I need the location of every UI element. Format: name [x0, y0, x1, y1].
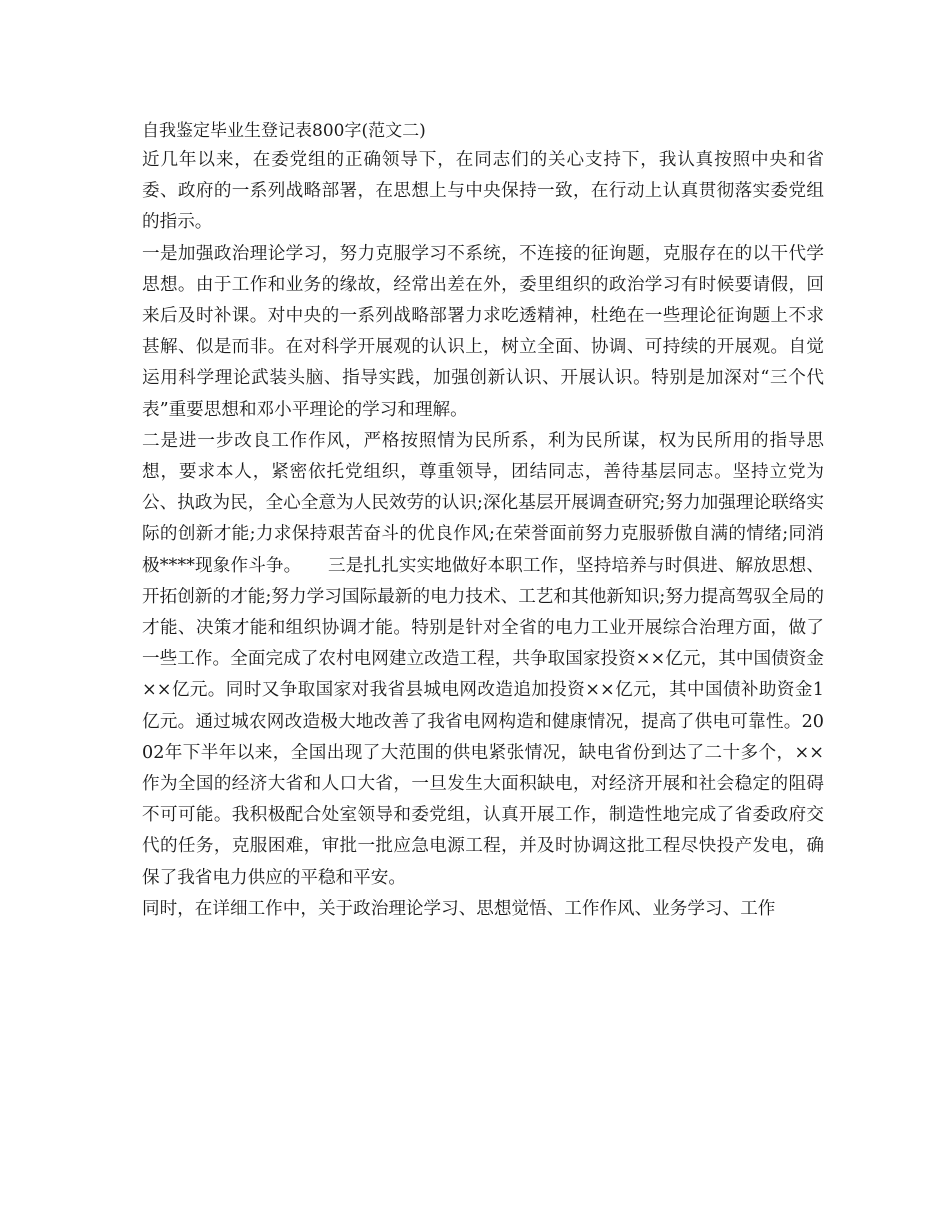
paragraph-political-study: 一是加强政治理论学习，努力克服学习不系统，不连接的征询题，克服存在的以干代学思想。由于工作和业务的缘故，经常出差在外，委里组织的政治学习有时候要请假，回来后及时补课。对中央的一系列战略部署力求吃透精神，杜绝在一些理论征询题上不求甚解、似是而非。在对科学开展观的认识上，树立全面、协调、可持续的开展观。自觉运用科学理论武装头脑、指导实践，加强创新认识、开展认识。特别是加深对“三个代表”重要思想和邓小平理论的学习和理解。 [142, 243, 824, 420]
document-title: 自我鉴定毕业生登记表800字(范文二) [142, 121, 426, 141]
paragraph-work-style: 二是进一步改良工作作风，严格按照情为民所系，利为民所谋，权为民所用的指导思想，要求本人，紧密依托党组织，尊重领导，团结同志，善待基层同志。坚持立党为公、执政为民，全心全意为人民效劳的认识;深化基层开展调查研究;努力加强理论联络实际的创新才能;力求保持艰苦奋斗的优良作风;在荣誉面前努力克服骄傲自满的情绪;同消极****现象作斗争。 三是扎扎实实地做好本职工作，坚持培养与时俱进、解放思想、开拓创新的才能;努力学习国际最新的电力技术、工艺和其他新知识;努力提高驾驭全局的才能、决策才能和组织协调才能。特别是针对全省的电力工业开展综合治理方面，做了一些工作。全面完成了农村电网建立改造工程，共争取国家投资××亿元，其中国债资金××亿元。同时又争取国家对我省县城电网改造追加投资××亿元，其中国债补助资金1亿元。通过城农网改造极大地改善了我省电网构造和健康情况，提高了供电可靠性。2002年下半年以来，全国出现了大范围的供电紧张情况，缺电省份到达了二十多个，××作为全国的经济大省和人口大省，一旦发生大面积缺电，对经济开展和社会稳定的阻碍不可可能。我积极配合处室领导和委党组，认真开展工作，制造性地完成了省委政府交代的任务，克服困难，审批一批应急电源工程，并及时协调这批工程尽快投产发电，确保了我省电力供应的平稳和平安。 [142, 430, 824, 888]
paragraph-intro: 近几年以来，在委党组的正确领导下，在同志们的关心支持下，我认真按照中央和省委、政府的一系列战略部署，在思想上与中央保持一致，在行动上认真贯彻落实委党组的指示。 [142, 150, 824, 233]
paragraph-closing: 同时，在详细工作中，关于政治理论学习、思想觉悟、工作作风、业务学习、工作 [142, 898, 776, 919]
document-body [142, 117, 824, 925]
